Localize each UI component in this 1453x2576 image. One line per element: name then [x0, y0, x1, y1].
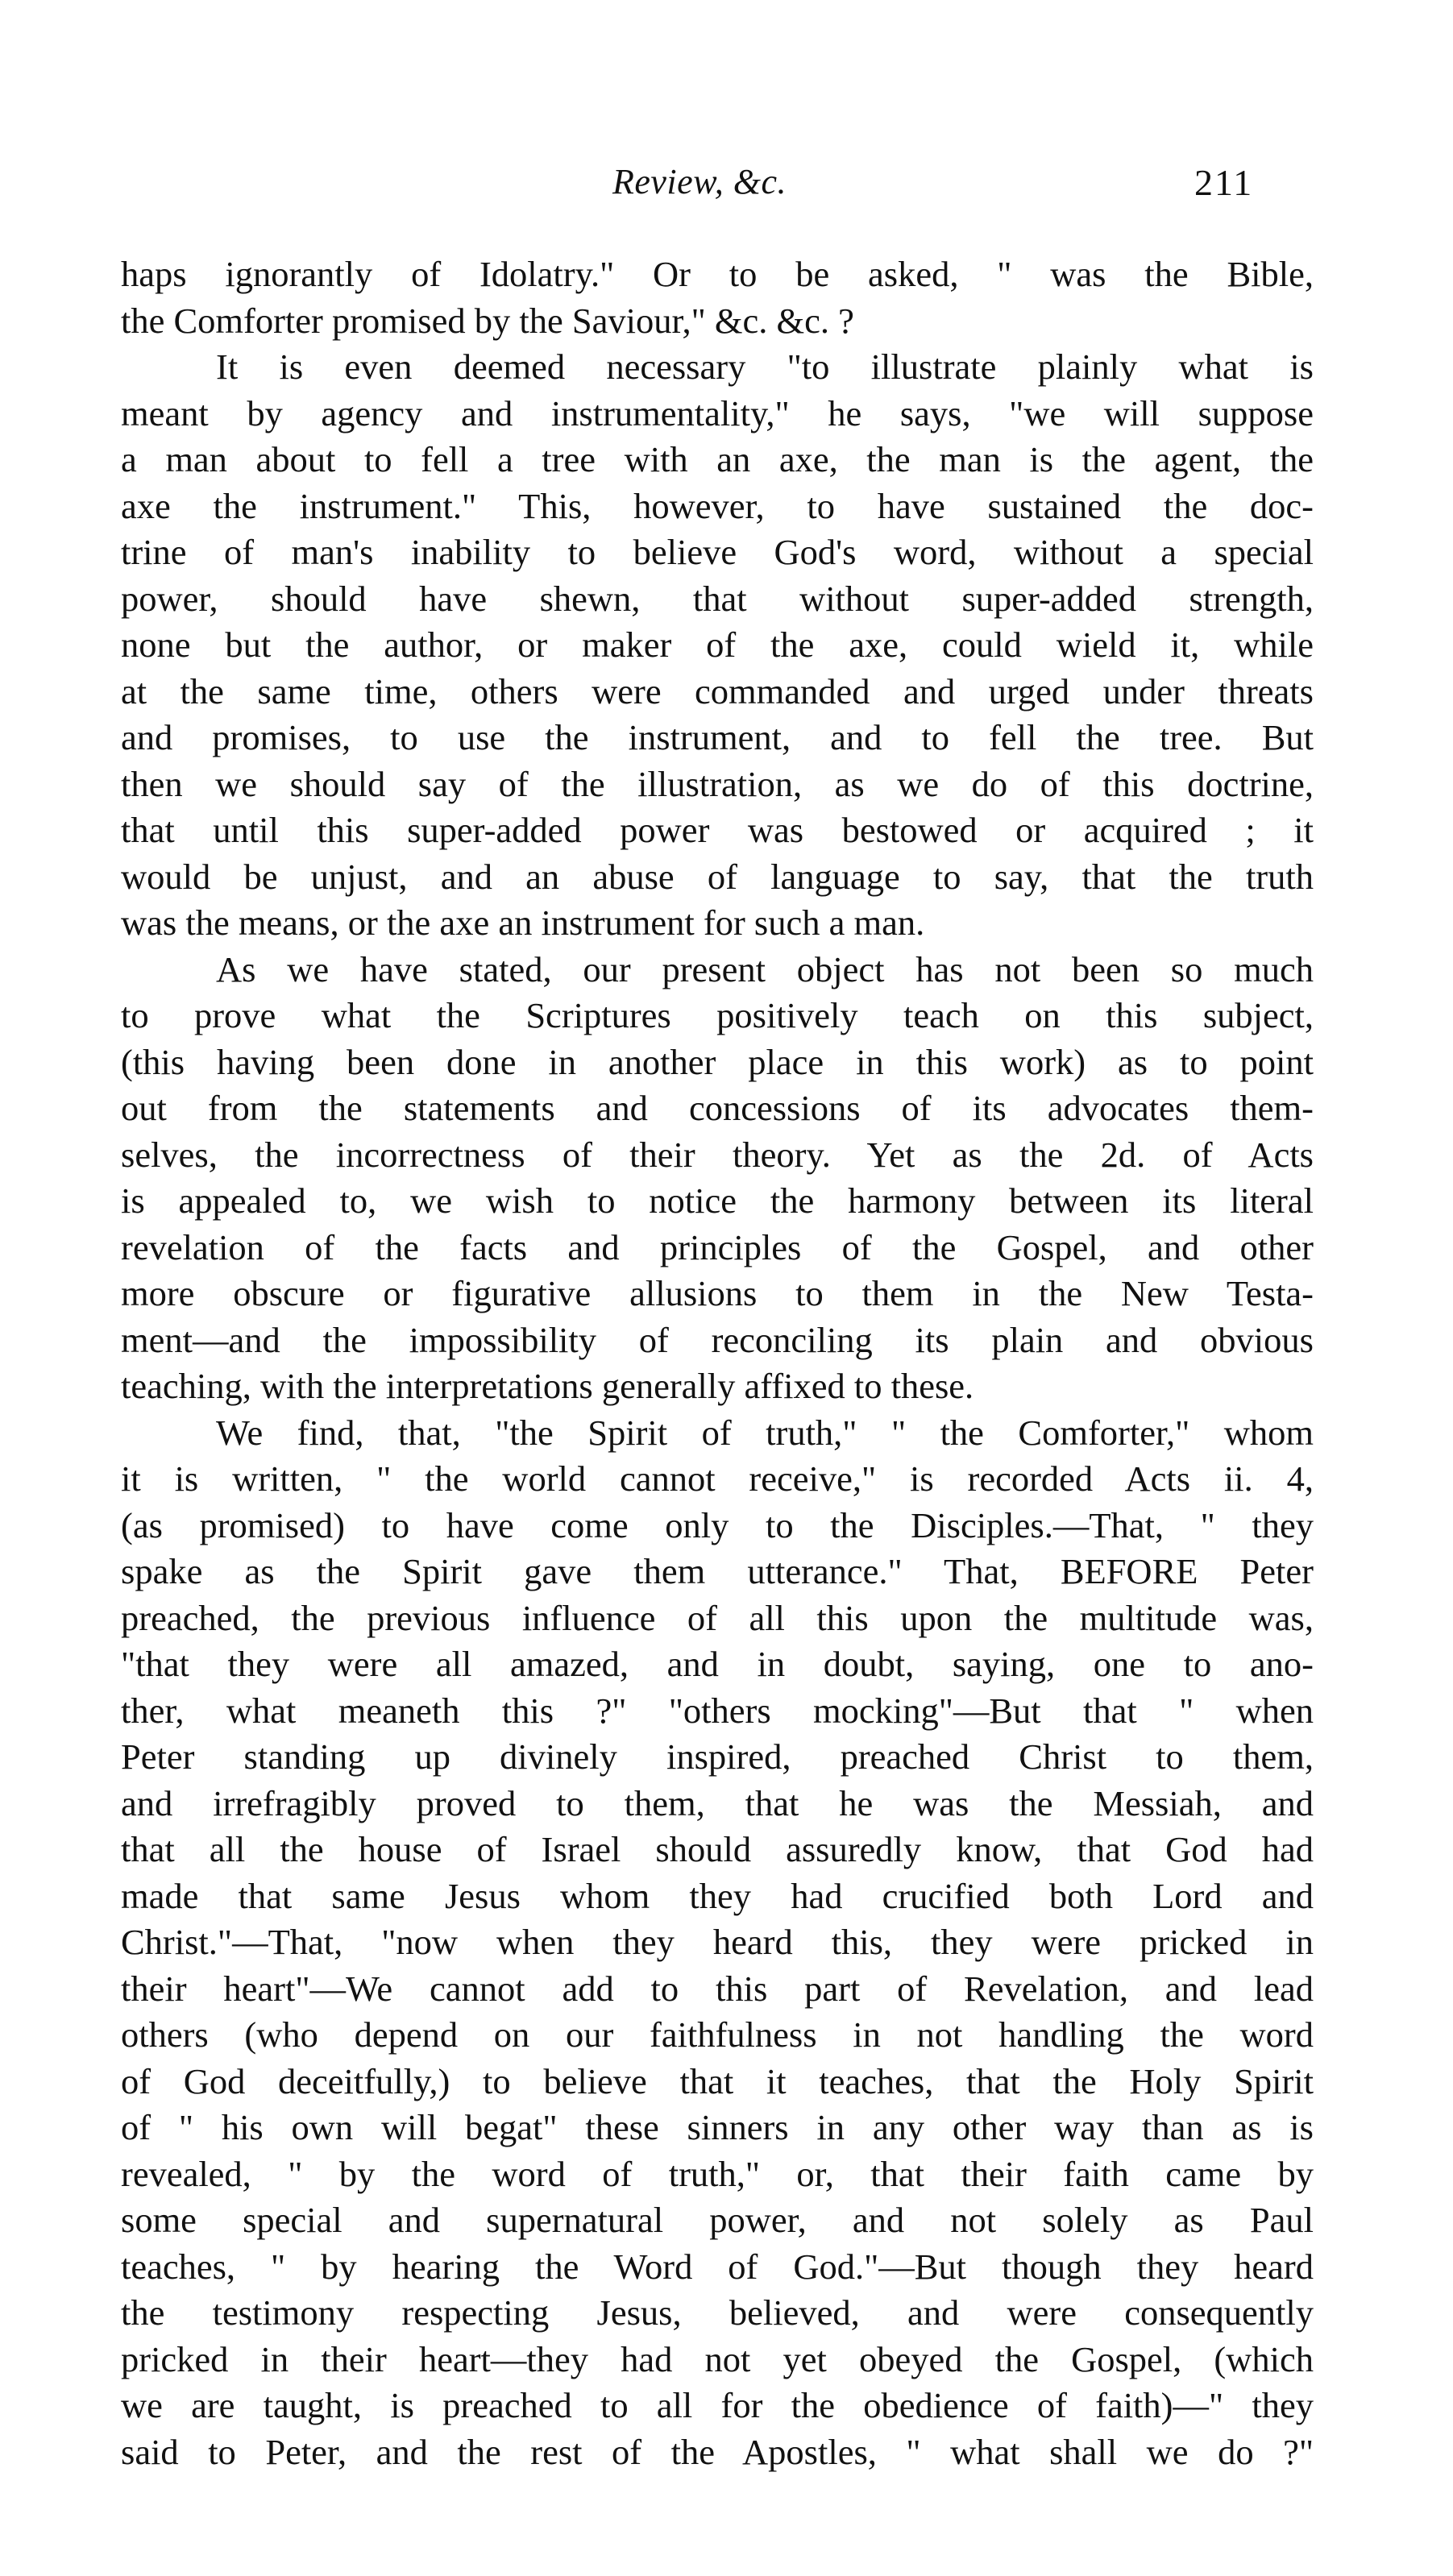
text-line: It is even deemed necessary "to illustrate plainly what is [216, 346, 1314, 387]
text-line: their heart"—We cannot add to this part of Revelation, and lead [121, 1968, 1314, 2009]
text-line: and irrefragibly proved to them, that he was the Messiah, and [121, 1782, 1314, 1823]
page-number: 211 [1194, 162, 1254, 203]
text-line: (as promised) to have come only to the Disciples.—That, " they [121, 1504, 1314, 1545]
text-line: the Comforter promised by the Saviour," &c. &c. ? [121, 300, 854, 341]
text-line: preached, the previous influence of all this upon the multitude was, [121, 1597, 1314, 1638]
text-line: ment—and the impossibility of reconciling its plain and obvious [121, 1319, 1314, 1360]
text-line: of " his own will begat" these sinners in any other way than as is [121, 2107, 1314, 2147]
text-line: haps ignorantly of Idolatry." Or to be asked, " was the Bible, [121, 254, 1314, 294]
text-line: axe the instrument." This, however, to have sustained the doc- [121, 485, 1314, 526]
text-line: at the same time, others were commanded and urged under threats [121, 670, 1314, 711]
text-line: teaches, " by hearing the Word of God."—But though they heard [121, 2246, 1314, 2287]
text-line: and promises, to use the instrument, and to fell the tree. But [121, 717, 1314, 757]
text-line: pricked in their heart—they had not yet obeyed the Gospel, (which [121, 2338, 1314, 2379]
text-line: none but the author, or maker of the axe, could wield it, while [121, 624, 1314, 665]
text-line: more obscure or figurative allusions to them in the New Testa- [121, 1273, 1314, 1313]
text-line: meant by agency and instrumentality," he says, "we will suppose [121, 392, 1314, 433]
text-line: is appealed to, we wish to notice the harmony between its literal [121, 1180, 1314, 1221]
text-line: said to Peter, and the rest of the Apostles, " what shall we do ?" [121, 2431, 1314, 2472]
text-line: that all the house of Israel should assuredly know, that God had [121, 1829, 1314, 1869]
text-line: spake as the Spirit gave them utterance." That, BEFORE Peter [121, 1551, 1314, 1591]
text-line: of God deceitfully,) to believe that it teaches, that the Holy Spirit [121, 2060, 1314, 2101]
text-line: the testimony respecting Jesus, believed, and were consequently [121, 2292, 1314, 2333]
text-line: We find, that, "the Spirit of truth," " the Comforter," whom [216, 1412, 1314, 1453]
body-text [121, 251, 1314, 2475]
text-line: selves, the incorrectness of their theory. Yet as the 2d. of Acts [121, 1134, 1314, 1175]
text-line: revelation of the facts and principles of the Gospel, and other [121, 1226, 1314, 1267]
running-head: Review, &c. [612, 162, 787, 201]
text-line: then we should say of the illustration, as we do of this doctrine, [121, 763, 1314, 804]
text-line: it is written, " the world cannot receive," is recorded Acts ii. 4, [121, 1458, 1314, 1499]
text-line: a man about to fell a tree with an axe, the man is the agent, the [121, 439, 1314, 479]
text-line: was the means, or the axe an instrument for such a man. [121, 902, 925, 943]
text-line: ther, what meaneth this ?" "others mocking"—But that " when [121, 1690, 1314, 1731]
text-line: some special and supernatural power, and not solely as Paul [121, 2200, 1314, 2240]
text-line: others (who depend on our faithfulness in not handling the word [121, 2014, 1314, 2055]
text-line: that until this super-added power was bestowed or acquired ; it [121, 810, 1314, 850]
text-line: teaching, with the interpretations generally affixed to these. [121, 1366, 974, 1406]
text-line: trine of man's inability to believe God's word, without a special [121, 532, 1314, 572]
text-line: As we have stated, our present object has not been so much [216, 948, 1314, 989]
text-line: made that same Jesus whom they had crucified both Lord and [121, 1875, 1314, 1916]
text-line: revealed, " by the word of truth," or, that their faith came by [121, 2153, 1314, 2194]
text-line: "that they were all amazed, and in doubt, saying, one to ano- [121, 1644, 1314, 1684]
text-line: to prove what the Scriptures positively teach on this subject, [121, 995, 1314, 1035]
text-line: Peter standing up divinely inspired, preached Christ to them, [121, 1736, 1314, 1777]
text-line: Christ."—That, "now when they heard this, they were pricked in [121, 1922, 1314, 1962]
text-line: would be unjust, and an abuse of language to say, that the truth [121, 856, 1314, 897]
text-line: power, should have shewn, that without super-added strength, [121, 578, 1314, 619]
text-line: we are taught, is preached to all for the obedience of faith)—" they [121, 2385, 1314, 2425]
text-line: (this having been done in another place in this work) as to point [121, 1041, 1314, 1082]
text-line: out from the statements and concessions of its advocates them- [121, 1088, 1314, 1128]
